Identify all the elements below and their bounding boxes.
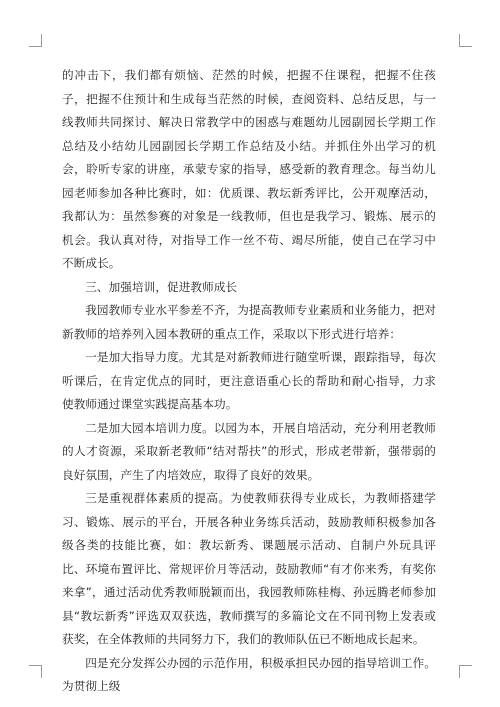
page-corner-mark-top-left: [29, 34, 42, 47]
page-corner-mark-top-right: [459, 34, 472, 47]
page-corner-mark-bottom-right: [459, 665, 472, 678]
document-body: [62, 64, 436, 699]
paragraph: 二是加大园本培训力度。以园为本，开展自培活动，充分利用老教师的人才资源，采取新老教师“结对帮扶”的形式，形成老带新，强带弱的良好氛围，产生了内培效应，取得了良好的效果。: [62, 420, 437, 482]
section-heading: 三、加强培训，促进教师成长: [85, 279, 238, 294]
page-corner-mark-bottom-left: [29, 665, 42, 678]
paragraph: 一是加大指导力度。尤其是对新教师进行随堂听课，跟踪指导，每次听课后，在肯定优点的同时，更注意语重心长的帮助和耐心指导，力求使教师通过课堂实践提高基本功。: [62, 350, 437, 411]
paragraph: 三是重视群体素质的提高。为使教师获得专业成长，为教师搭建学习、锻炼、展示的平台，开展各种业务练兵活动，鼓励教师积极参加各级各类的技能比赛，如：教坛新秀、课题展示活动、自制户外玩具评比、环境布置评比、常规评价月等活动，鼓励教师“有才你来秀，有奖你来拿”，通过活动优秀教师脱颖而出，我园教师陈桂梅、孙远腾老师参加县“教坛新秀”评选双双获选，教师撰写的多篇论文在不同刊物上发表或获奖，在全体教师的共同努力下，我们的教师队伍已不断地成长起来。: [62, 491, 436, 646]
paragraph: 四是充分发挥公办园的示范作用，积极承担民办园的指导培训工作。为贯彻上级: [62, 655, 437, 693]
paragraph-continuation: 的冲击下，我们都有烦恼、茫然的时候，把握不住课程，把握不住孩子，把握不住预计和生成每当茫然的时候，查阅资料、总结反思，与一线教师共同探讨、解决日常教学中的困惑与难题幼儿园副园长学期工作总结及小结幼儿园副园长学期工作总结及小结。并抓住外出学习的机会，聆听专家的讲座，承蒙专家的指导，感受新的教育理念。每当幼儿园老师参加各种比赛时，如：优质课、教坛新秀评比，公开观摩活动，我都认为：虽然参赛的对象是一线教师，但也是我学习、锻炼、展示的机会。我认真对待，对指导工作一丝不苟、竭尽所能，使自己在学习中不断成长。: [62, 68, 436, 270]
paragraph: 我园教师专业水平参差不齐，为提高教师专业素质和业务能力，把对新教师的培养列入园本教研的重点工作，采取以下形式进行培养：: [62, 303, 437, 341]
